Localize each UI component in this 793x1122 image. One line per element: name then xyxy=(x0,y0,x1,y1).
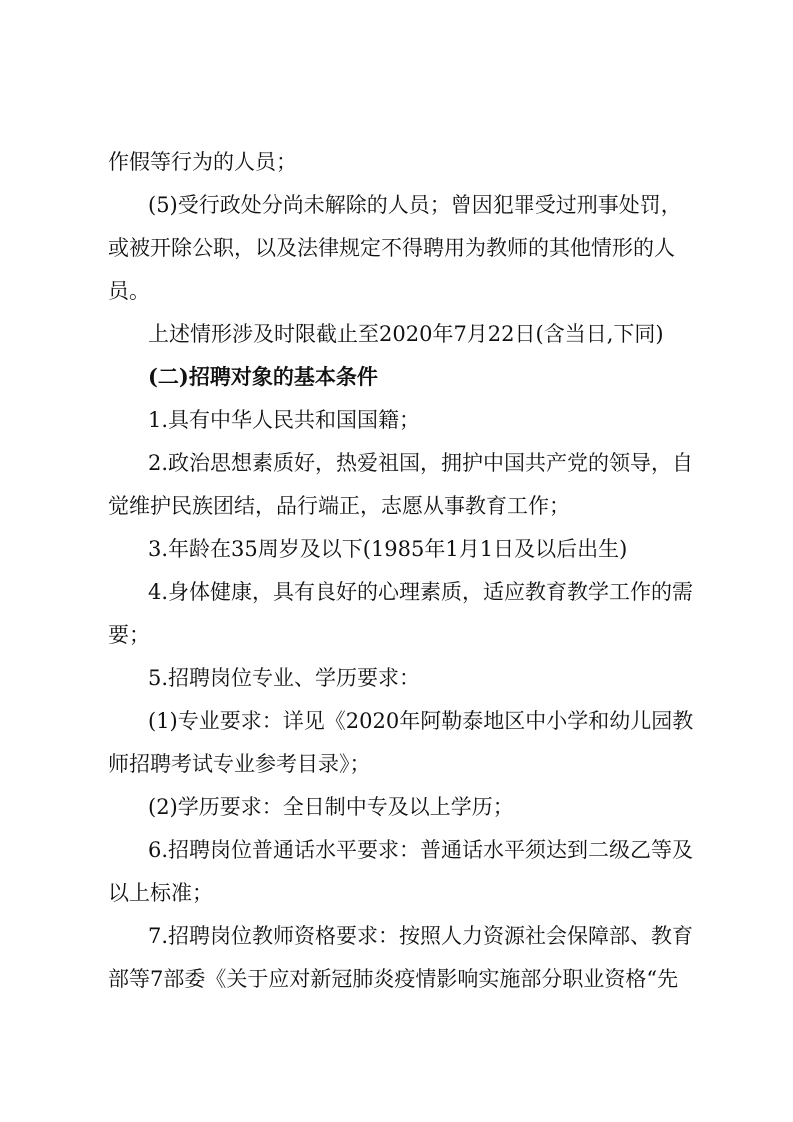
paragraph-line: 要； xyxy=(108,623,150,647)
paragraph-line: 2.政治思想素质好，热爱祖国，拥护中国共产党的领导，自 xyxy=(148,451,694,475)
paragraph-line: 部等7部委《关于应对新冠肺炎疫情影响实施部分职业资格“先 xyxy=(108,967,679,991)
paragraph-line: 7.招聘岗位教师资格要求：按照人力资源社会保障部、教育 xyxy=(148,924,694,948)
paragraph-line: 师招聘考试专业参考目录》； xyxy=(108,752,371,776)
paragraph-line: (5)受行政处分尚未解除的人员；曾因犯罪受过刑事处罚， xyxy=(148,193,682,217)
paragraph-line: 4.身体健康，具有良好的心理素质，适应教育教学工作的需 xyxy=(148,580,694,604)
paragraph-line: (2)学历要求：全日制中专及以上学历； xyxy=(148,795,514,819)
paragraph-line: 5.招聘岗位专业、学历要求： xyxy=(148,666,421,690)
paragraph-line: 或被开除公职，以及法律规定不得聘用为教师的其他情形的人 xyxy=(108,236,675,260)
paragraph-line: 以上标准； xyxy=(108,881,213,905)
paragraph-line: 上述情形涉及时限截止至2020年7月22日(含当日,下同) xyxy=(148,322,664,346)
paragraph-line: 员。 xyxy=(108,279,150,303)
paragraph-line: 觉维护民族团结，品行端正，志愿从事教育工作； xyxy=(108,494,570,518)
paragraph-line: 6.招聘岗位普通话水平要求：普通话水平须达到二级乙等及 xyxy=(148,838,694,862)
paragraph-line: 作假等行为的人员； xyxy=(108,150,297,174)
paragraph-line: (1)专业要求：详见《2020年阿勒泰地区中小学和幼儿园教 xyxy=(148,709,694,733)
section-heading: (二)招聘对象的基本条件 xyxy=(148,364,378,389)
paragraph-line: 1.具有中华人民共和国国籍； xyxy=(148,408,421,432)
paragraph-line: 3.年龄在35周岁及以下(1985年1月1日及以后出生) xyxy=(148,537,628,561)
